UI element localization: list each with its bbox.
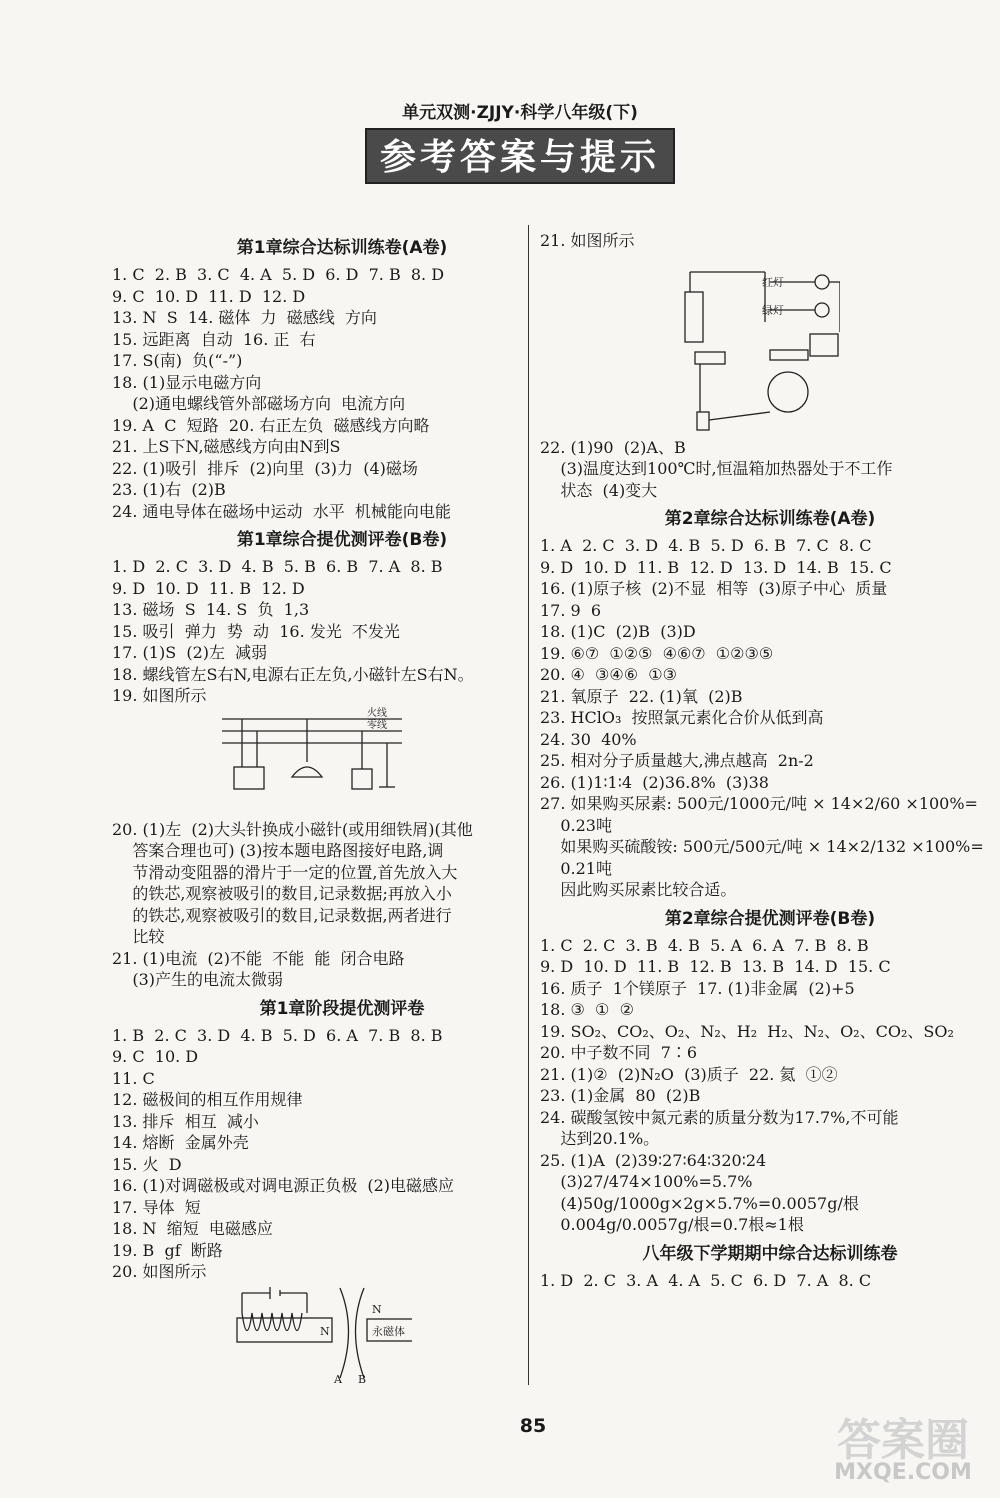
answer-line: 21. (1)电流 (2)不能 不能 能 闭合电路 bbox=[112, 948, 405, 968]
answer-line: 22. (1)90 (2)A、B bbox=[540, 437, 686, 457]
answer-line: 因此购买尿素比较合适。 bbox=[540, 880, 737, 899]
answer-line: 9. C 10. D 11. D 12. D bbox=[112, 286, 306, 306]
section-heading: 第1章综合提优测评卷(B卷) bbox=[236, 530, 448, 550]
answer-line: 19. SO₂、CO₂、O₂、N₂、H₂ H₂、N₂、O₂、CO₂、SO₂ bbox=[540, 1021, 954, 1041]
answer-line: 17. 9 6 bbox=[540, 600, 602, 620]
answer-line: 20. 中子数不同 7∶6 bbox=[540, 1043, 698, 1062]
answer-line: 26. (1)1∶1∶4 (2)36.8% (3)38 bbox=[540, 772, 769, 792]
answer-line: (3)产生的电流太微弱 bbox=[112, 970, 284, 989]
answer-line: (3)27/474×100%=5.7% bbox=[540, 1172, 753, 1191]
answer-line: 1. C 2. B 3. C 4. A 5. D 6. D 7. B 8. D bbox=[112, 265, 445, 284]
answer-line: 18. (1)C (2)B (3)D bbox=[540, 622, 696, 641]
answer-line: 14. 熔断 金属外壳 bbox=[112, 1133, 249, 1152]
figure-label-magnet: 永磁体 bbox=[372, 1324, 405, 1338]
answer-line: 18. (1)显示电磁方向 bbox=[112, 372, 262, 392]
answer-line: 节滑动变阻器的滑片于一定的位置,首先放入大 bbox=[112, 862, 458, 882]
watermark-url: MXQE.COM bbox=[834, 1460, 972, 1485]
answer-line: 17. S(南) 负(“-”) bbox=[112, 351, 243, 370]
answer-line: 16. 质子 1个镁原子 17. (1)非金属 (2)+5 bbox=[540, 978, 855, 998]
answer-line: 25. 相对分子质量越大,沸点越高 2n-2 bbox=[540, 751, 814, 770]
answer-line: 1. C 2. C 3. B 4. B 5. A 6. A 7. B 8. B bbox=[540, 935, 869, 955]
answer-line: 达到20.1%。 bbox=[540, 1129, 660, 1148]
answer-line: 21. 上S下N,磁感线方向由N到S bbox=[112, 437, 341, 456]
answer-line: 16. (1)原子核 (2)不显 相等 (3)原子中心 质量 bbox=[540, 579, 888, 598]
answer-line: 23. (1)金属 80 (2)B bbox=[540, 1086, 701, 1105]
figure-house bbox=[112, 707, 572, 819]
section-heading: 第1章阶段提优测评卷 bbox=[259, 998, 425, 1019]
answer-line: 0.23吨 bbox=[540, 815, 612, 835]
answer-line: 如果购买硫酸铵: 500元/500元/吨 × 14×2/132 ×100%= bbox=[540, 837, 984, 856]
answer-line: 0.21吨 bbox=[540, 858, 612, 878]
answer-line: 13. 排斥 相互 减小 bbox=[112, 1111, 259, 1131]
answer-line: 15. 吸引 弹力 势 动 16. 发光 不发光 bbox=[112, 621, 400, 641]
answer-line: (4)50g/1000g×2g×5.7%=0.0057g/根 bbox=[540, 1193, 859, 1213]
answer-line: 12. 磁极间的相互作用规律 bbox=[112, 1090, 303, 1109]
answer-line: 23. HClO₃ 按照氯元素化合价从低到高 bbox=[540, 708, 824, 727]
answer-line: 18. N 缩短 电磁感应 bbox=[112, 1219, 273, 1238]
page-number-badge bbox=[510, 1408, 556, 1444]
answer-line: 19. A C 短路 20. 右正左负 磁感线方向略 bbox=[112, 415, 430, 435]
answer-line: 16. (1)对调磁极或对调电源正负极 (2)电磁感应 bbox=[112, 1176, 455, 1195]
answer-line: 24. 碳酸氢铵中氮元素的质量分数为17.7%,不可能 bbox=[540, 1107, 899, 1127]
answer-line: 11. C bbox=[112, 1068, 155, 1088]
answer-line: 0.004g/0.0057g/根=0.7根≈1根 bbox=[540, 1215, 804, 1234]
header-banner bbox=[365, 98, 675, 184]
answer-line: 21. (1)② (2)N₂O (3)质子 22. 氦 ①② bbox=[540, 1064, 838, 1084]
answer-line: 18. 螺线管左S右N,电源右正左负,小磁针左S右N。 bbox=[112, 664, 474, 684]
figure-label-b: B bbox=[358, 1372, 367, 1386]
answer-line: 9. D 10. D 11. B 12. D bbox=[112, 578, 305, 598]
answer-line: 1. D 2. C 3. A 4. A 5. C 6. D 7. A 8. C bbox=[540, 1270, 872, 1290]
answer-line: 9. D 10. D 11. B 12. D 13. D 14. B 15. C bbox=[540, 557, 892, 577]
answer-line: 19. ⑥⑦ ①②⑤ ④⑥⑦ ①②③⑤ bbox=[540, 643, 774, 663]
left-column bbox=[112, 230, 572, 1395]
answer-line: 21. 如图所示 bbox=[540, 231, 635, 250]
answer-line: 1. D 2. C 3. D 4. B 5. B 6. B 7. A 8. B bbox=[112, 557, 443, 576]
answer-line: (2)通电螺线管外部磁场方向 电流方向 bbox=[112, 394, 406, 413]
answer-line: 24. 通电导体在磁场中运动 水平 机械能向电能 bbox=[112, 501, 451, 521]
section-heading: 第1章综合达标训练卷(A卷) bbox=[236, 238, 448, 258]
header-title: 参考答案与提示 bbox=[365, 128, 675, 184]
answer-line: (3)温度达到100℃时,恒温箱加热器处于不工作 bbox=[540, 459, 893, 478]
right-column bbox=[540, 230, 1000, 1291]
answer-line: 20. 如图所示 bbox=[112, 1262, 207, 1281]
section-heading: 第2章综合达标训练卷(A卷) bbox=[664, 509, 876, 529]
section-heading: 八年级下学期期中综合达标训练卷 bbox=[642, 1243, 898, 1264]
answer-line: 13. N S 14. 磁体 力 磁感线 方向 bbox=[112, 308, 377, 327]
answer-line: 1. A 2. C 3. D 4. B 5. D 6. B 7. C 8. C bbox=[540, 536, 872, 555]
watermark-logo: 答案圈 bbox=[837, 1415, 969, 1466]
answer-line: 的铁芯,观察被吸引的数目,记录数据;再放入小 bbox=[112, 884, 452, 903]
answer-line: 答案合理也可) (3)按本题电路图接好电路,调 bbox=[112, 841, 444, 860]
answer-line: 17. 导体 短 bbox=[112, 1197, 201, 1217]
figure-label-green: 绿灯 bbox=[762, 303, 784, 317]
answer-line: 22. (1)吸引 排斥 (2)向里 (3)力 (4)磁场 bbox=[112, 458, 418, 478]
figure-coil bbox=[112, 1283, 572, 1395]
figure-label-red: 红灯 bbox=[762, 275, 784, 289]
figure-label-n1: N bbox=[320, 1324, 330, 1338]
figure-label-neutral: 零线 bbox=[367, 719, 387, 731]
answer-line: 9. D 10. D 11. B 12. B 13. B 14. D 15. C bbox=[540, 957, 891, 976]
answer-line: 23. (1)右 (2)B bbox=[112, 480, 226, 499]
answer-line: 27. 如果购买尿素: 500元/1000元/吨 × 14×2/60 ×100%= bbox=[540, 794, 978, 813]
answer-line: 13. 磁场 S 14. S 负 1,3 bbox=[112, 600, 310, 619]
answer-line: 1. B 2. C 3. D 4. B 5. D 6. A 7. B 8. B bbox=[112, 1025, 443, 1045]
answer-line: 的铁芯,观察被吸引的数目,记录数据,两者进行 bbox=[112, 905, 452, 925]
answer-line: 比较 bbox=[112, 927, 165, 946]
answer-line: 25. (1)A (2)39∶27∶64∶320∶24 bbox=[540, 1150, 767, 1170]
figure-label-live: 火线 bbox=[367, 707, 387, 719]
header-subtitle: 单元双测·ZJJY·科学八年级(下) bbox=[402, 103, 638, 123]
page-number: 85 bbox=[519, 1415, 547, 1437]
answer-line: 24. 30 40% bbox=[540, 729, 637, 749]
answer-line: 状态 (4)变大 bbox=[540, 480, 658, 500]
answer-line: 20. (1)左 (2)大头针换成小磁针(或用细铁屑)(其他 bbox=[112, 819, 473, 839]
answer-line: 15. 远距离 自动 16. 正 右 bbox=[112, 329, 316, 349]
answer-line: 20. ④ ③④⑥ ①③ bbox=[540, 665, 677, 684]
answer-line: 21. 氧原子 22. (1)氧 (2)B bbox=[540, 686, 743, 706]
answer-line: 15. 火 D bbox=[112, 1154, 182, 1174]
answer-line: 17. (1)S (2)左 减弱 bbox=[112, 643, 268, 662]
answer-line: 18. ③ ① ② bbox=[540, 1000, 634, 1019]
section-heading: 第2章综合提优测评卷(B卷) bbox=[664, 908, 876, 929]
answer-line: 19. 如图所示 bbox=[112, 686, 207, 705]
figure-relay bbox=[540, 252, 1000, 437]
answer-line: 9. C 10. D bbox=[112, 1047, 199, 1066]
figure-label-n2: N bbox=[372, 1302, 382, 1316]
answer-line: 19. B gf 断路 bbox=[112, 1240, 223, 1260]
figure-label-a: A bbox=[334, 1372, 342, 1386]
watermark bbox=[808, 1400, 998, 1495]
